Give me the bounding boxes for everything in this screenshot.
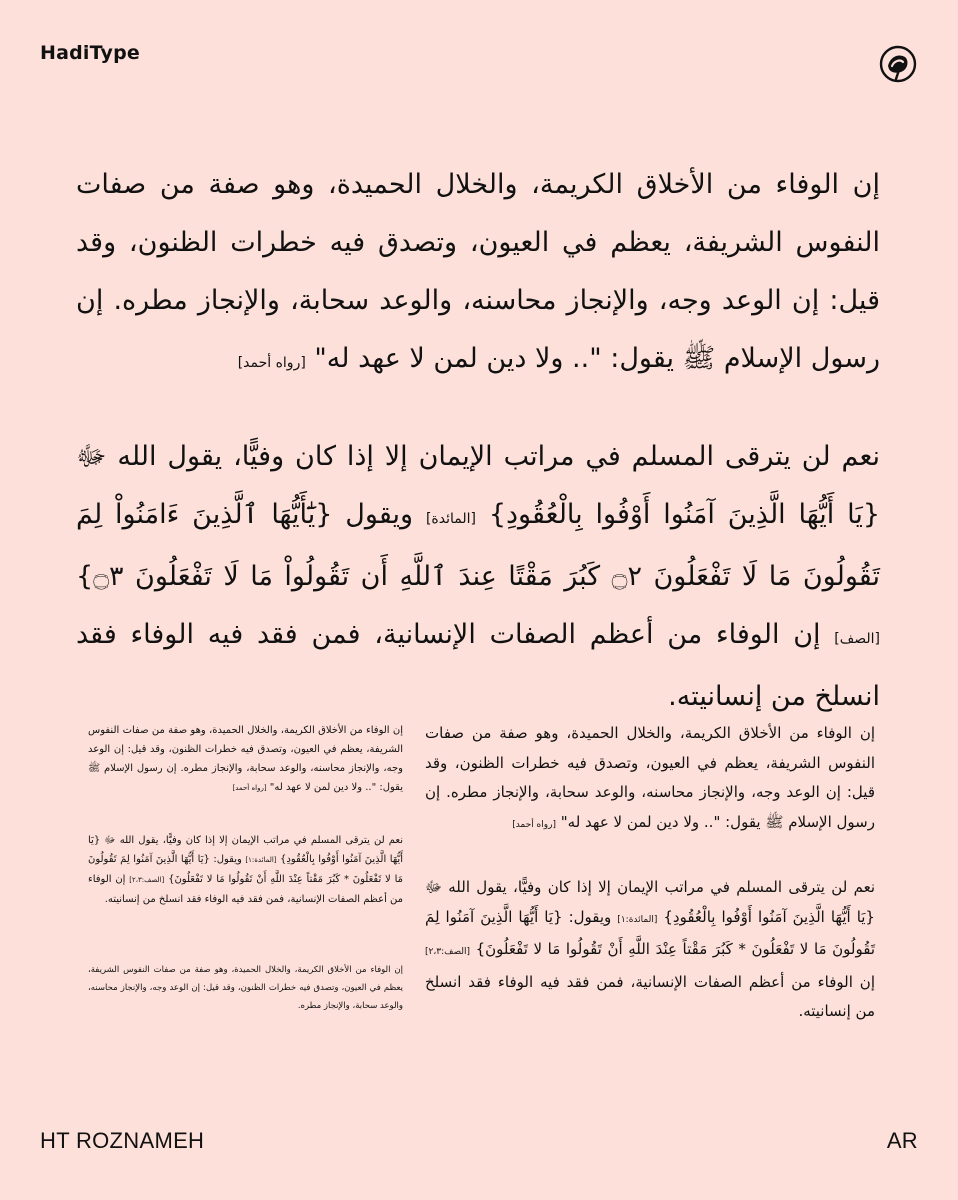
citation: [الصف:٢،٣] (129, 876, 165, 884)
specimen-small-paragraph-3 (88, 961, 403, 1015)
specimen-small-paragraph-1 (88, 721, 403, 798)
specimen-small-paragraph-2 (88, 831, 403, 909)
specimen-small-text-2b: ويقول: {يَا أَيُّهَا الَّذِينَ آمَنُوا لِمَ تَقُولُونَ مَا لا تَفْعَلُونَ * كَبُرَ مَقْتاً عِنْدَ اللَّهِ أَنْ تَقُولُوا مَا لا تَفْعَلُونَ} (88, 854, 403, 885)
citation: [رواه أحمد] (237, 355, 306, 371)
font-name-label: HT ROZNAMEH (40, 1128, 205, 1153)
citation: [الصف] (834, 631, 880, 647)
specimen-medium-text-2c: إن الوفاء من أعظم الصفات الإنسانية، فمن فقد فيه الوفاء فقد انسلخ من إنسانيته. (425, 972, 875, 1020)
specimen-medium-text-1: إن الوفاء من الأخلاق الكريمة، والخلال الحميدة، وهو صفة من صفات النفوس الشريفة، يعظم في العيون، وتصدق فيه خطرات الظنون، وقد قيل: إن الوعد وجه، والإنجاز محاسنه، والوعد سحابة، والإنجاز مطره. إن رسول الإسلام ﷺ يقول: ".. ولا دين لمن لا عهد له" (425, 724, 875, 831)
citation: [المائدة] (425, 511, 476, 527)
specimen-small-text-2c: إن الوفاء من أعظم الصفات الإنسانية، فمن فقد فيه الوفاء فقد انسلخ من إنسانيته. (88, 874, 403, 905)
citation: [الصف:٢،٣] (425, 947, 471, 957)
citation: [رواه أحمد] (232, 784, 267, 792)
citation: [رواه أحمد] (512, 819, 556, 830)
specimen-small-text-2a: نعم لن يترقى المسلم في مراتب الإيمان إلا إذا كان وفيًّا، يقول الله ﷻ {يَا أَيُّهَا الَّذِينَ آمَنُوا أَوْفُوا بِالْعُقُودِ} (88, 835, 403, 865)
specimen-large-paragraph-2 (76, 428, 880, 726)
specimen-medium-text-2b: ويقول: {يَا أَيُّهَا الَّذِينَ آمَنُوا لِمَ تَقُولُونَ مَا لا تَفْعَلُونَ * كَبُرَ مَقْتاً عِنْدَ اللَّهِ أَنْ تَقُولُوا مَا لا تَفْعَلُونَ} (425, 907, 875, 958)
specimen-medium-paragraph-1 (425, 719, 875, 840)
specimen-large-text-2c: إن الوفاء من أعظم الصفات الإنسانية، فمن فقد فيه الوفاء فقد انسلخ من إنسانيته. (76, 619, 880, 712)
haditype-logo-icon (878, 44, 918, 84)
citation: [المائدة:١] (617, 914, 658, 925)
specimen-large-text-2a: نعم لن يترقى المسلم في مراتب الإيمان إلا إذا كان وفيًّا، يقول الله ﷻ {يَا أَيُّهَا الَّذِينَ آمَنُوا أَوْفُوا بِالْعُقُودِ} (76, 441, 881, 530)
specimen-small-text-3: إن الوفاء من الأخلاق الكريمة، والخلال الحميدة، وهو صفة من صفات النفوس الشريفة، يعظم في العيون، وتصدق فيه خطرات الظنون، وقد قيل: إن الوعد وجه، والإنجاز محاسنه، والوعد سحابة، والإنجاز مطره. (88, 965, 403, 1011)
specimen-small-text-1: إن الوفاء من الأخلاق الكريمة، والخلال الحميدة، وهو صفة من صفات النفوس الشريفة، يعظم في العيون، وتصدق فيه خطرات الظنون، وقد قيل: إن الوعد وجه، والإنجاز محاسنه، والوعد سحابة، والإنجاز مطره. إن رسول الإسلام ﷺ يقول: ".. ولا دين لمن لا عهد له" (88, 725, 403, 793)
specimen-medium-text-2a: نعم لن يترقى المسلم في مراتب الإيمان إلا إذا كان وفيًّا، يقول الله ﷻ {يَا أَيُّهَا الَّذِينَ آمَنُوا أَوْفُوا بِالْعُقُودِ} (425, 878, 875, 926)
brand-wordmark: HadiType (40, 42, 141, 64)
specimen-large-text-1: إن الوفاء من الأخلاق الكريمة، والخلال الحميدة، وهو صفة من صفات النفوس الشريفة، يعظم في العيون، وتصدق فيه خطرات الظنون، وقد قيل: إن الوعد وجه، والإنجاز محاسنه، والوعد سحابة، والإنجاز مطره. إن رسول الإسلام ﷺ يقول: ".. ولا دين لمن لا عهد له" (76, 169, 880, 374)
specimen-large-text-2b: ويقول {يَٰٓأَيُّهَا ٱلَّذِينَ ءَامَنُواْ لِمَ تَقُولُونَ مَا لَا تَفْعَلُونَ ۝٢ كَبُرَ مَقْتًا عِندَ ٱللَّهِ أَن تَقُولُواْ مَا لَا تَفْعَلُونَ ۝٣} (76, 499, 880, 592)
language-label: AR (886, 1128, 918, 1153)
specimen-large-paragraph-1 (76, 156, 880, 392)
citation: [المائدة:١] (245, 856, 277, 864)
specimen-medium-paragraph-2 (425, 873, 875, 1027)
